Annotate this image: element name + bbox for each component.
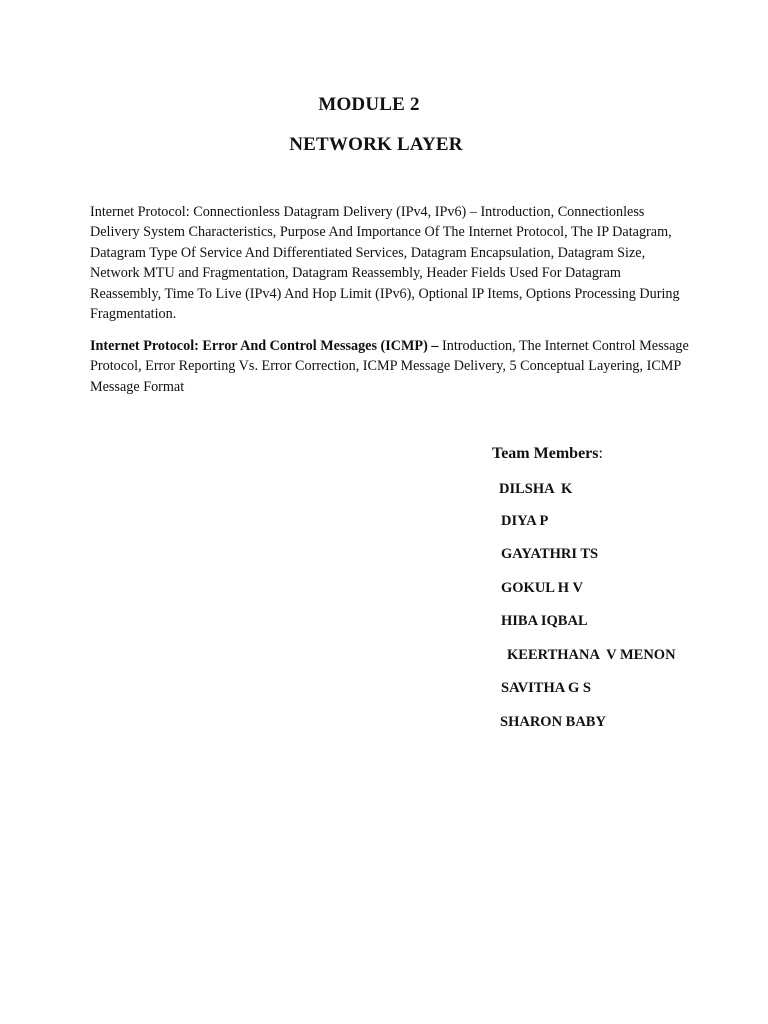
team-member: DILSHA K [499,481,573,497]
team-member: GOKUL H V [501,580,583,596]
team-heading-text: Team Members [492,445,599,462]
team-member: KEERTHANA V MENON [507,647,676,663]
team-members-heading [492,445,603,463]
icmp-topics: Introduction, The Internet Control Message Protocol, Error Reporting Vs. Error Correction, ICMP Message Delivery, 5 Conceptual Layering, ICMP Message Format [90,338,689,395]
team-member: GAYATHRI TS [501,546,599,562]
team-member: SHARON BABY [500,714,606,730]
icmp-heading-bold: Internet Protocol: Error And Control Messages (ICMP) – [90,338,439,354]
team-heading-colon: : [598,445,603,462]
module-title: MODULE 2 [318,94,420,115]
syllabus-paragraph-ip: Internet Protocol: Connectionless Datagram Delivery (IPv4, IPv6) – Introduction, Connectionless Delivery System Characteristics, Purpose And Importance Of The Internet Protocol, The IP Datagram, Datagram Type Of Service And Differentiated Services, Datagram Encapsulation, Datagram Size, Network MTU and Fragmentation, Datagram Reassembly, Header Fields Used For Datagram Reassembly, Time To Live (IPv4) And Hop Limit (IPv6), Optional IP Items, Options Processing During Fragmentation. [90,204,680,323]
team-member: HIBA IQBAL [501,613,588,629]
team-member: DIYA P [501,513,549,529]
network-layer-title: NETWORK LAYER [289,134,463,155]
syllabus-paragraph-icmp [90,336,690,397]
team-member: SAVITHA G S [501,680,591,696]
